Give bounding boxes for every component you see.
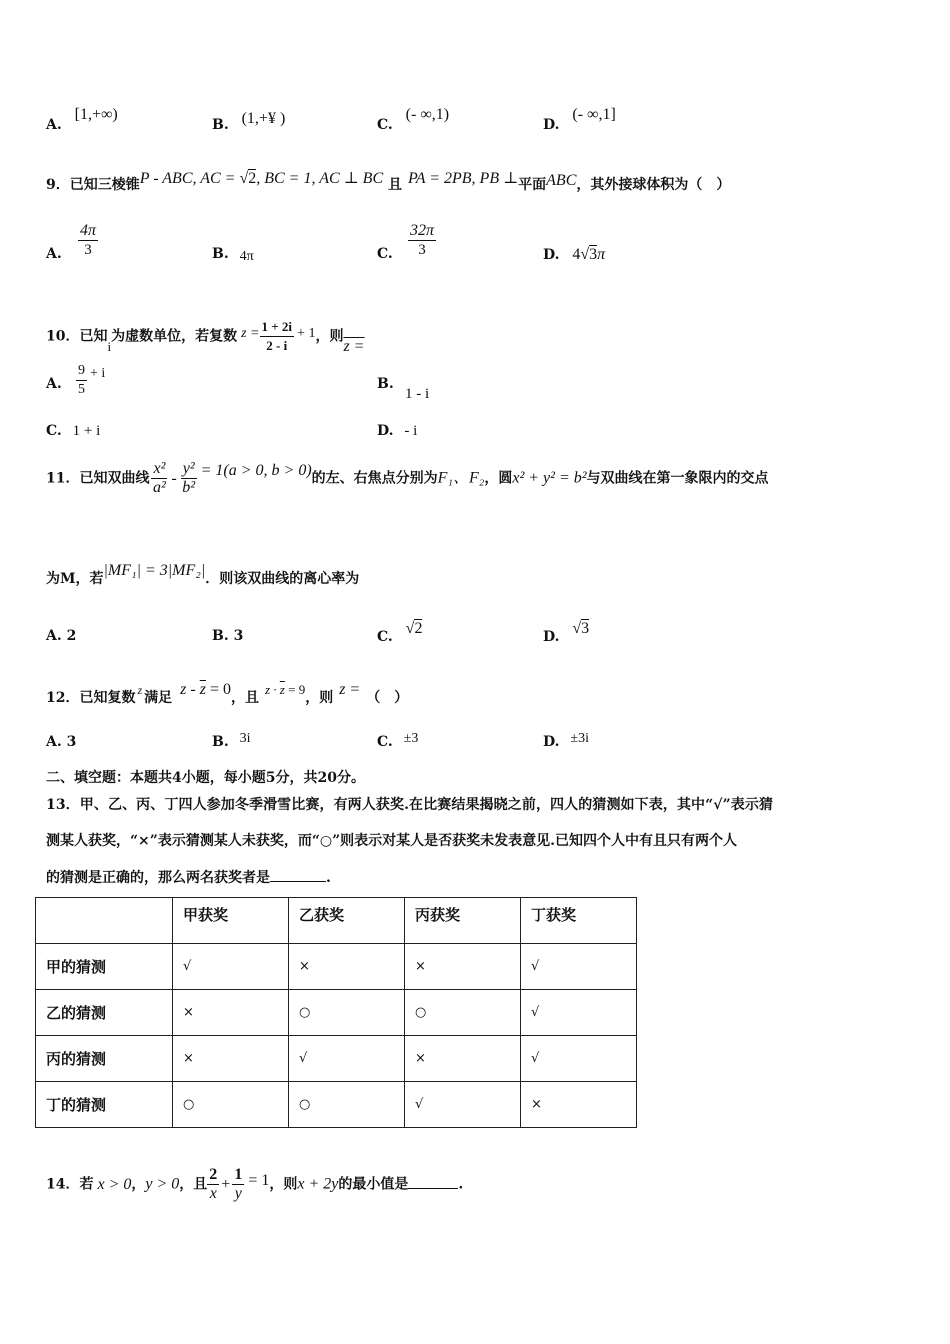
q14-math-4: x + 2y: [297, 1175, 339, 1193]
q14-math-3: = 1: [248, 1171, 270, 1189]
table-row-header: 丙的猜测: [36, 1036, 173, 1082]
q11-text-5: 为M，若: [46, 571, 104, 587]
q12-option-c-label: C.: [377, 734, 393, 750]
q10-option-a-value: [76, 362, 105, 399]
table-row: [36, 1036, 637, 1082]
q13-line-2: 测某人获奖，“×”表示猜测某人未获奖，而“○”则表示对某人是否获奖未发表意见.已知四个人中有且只有两个人: [46, 833, 738, 849]
q9-option-c-numerator: 32π: [410, 222, 435, 239]
table-header-cell: 甲获奖: [173, 898, 289, 944]
q14-text-1: 若: [79, 1176, 94, 1193]
q12-math-3b: $\overline{z}$: [279, 682, 285, 697]
q8-option-d: [543, 106, 616, 134]
table-row-header: 丁的猜测: [36, 1082, 173, 1128]
q13-guess-table: [35, 897, 637, 1128]
q9-math-2: , AC =: [192, 170, 240, 187]
q11-fraction-1-numerator: x²: [153, 460, 166, 477]
q9-option-c-fraction: [408, 222, 436, 259]
table-row-header: 乙的猜测: [36, 990, 173, 1036]
q10-option-d: [377, 423, 417, 440]
table-header-cell: [36, 898, 173, 944]
table-row: [36, 1082, 637, 1128]
q14-fraction-2-numerator: 1: [234, 1166, 243, 1183]
table-cell: ×: [405, 944, 521, 990]
question-12-stem: [46, 681, 409, 707]
q13-line-3-text: 的猜测是正确的，那么两名获奖者是: [46, 870, 270, 886]
table-cell: √: [521, 1036, 637, 1082]
q12-option-d-value: ±3i: [570, 731, 589, 746]
q12-number: 12．: [46, 690, 80, 706]
q11-fraction-2-denominator: b²: [182, 479, 196, 496]
q12-option-a-label: A.: [46, 734, 62, 750]
q11-text-4: 与双曲线在第一象限内的交点: [586, 470, 769, 487]
q11-option-c: [377, 620, 423, 646]
q11-minus: -: [171, 469, 177, 487]
q9-math-3: 2: [248, 170, 257, 187]
q11-option-a: [46, 628, 76, 644]
q11-fraction-2-numerator: y²: [182, 460, 195, 477]
table-row: [36, 990, 637, 1036]
q9-sqrt-sign: √: [239, 170, 249, 187]
q9-option-a-denominator: 3: [84, 242, 92, 258]
q8-option-a: [46, 106, 118, 134]
q10-option-c-label: C.: [46, 423, 62, 439]
q11-option-c-label: C.: [377, 629, 393, 645]
q11-text-2: 的左、右焦点分别为: [311, 470, 438, 487]
question-11-stem-line-2: [46, 562, 360, 588]
q8-option-b-label: B.: [212, 117, 229, 133]
question-9-stem: [46, 170, 731, 194]
q9-text-4: ，其外接球体积为（ ）: [576, 177, 731, 193]
q9-math-1: P - ABC: [139, 170, 193, 187]
q9-math-5: PA = 2PB, PB ⊥: [408, 170, 519, 187]
q11-number: 11．: [46, 470, 80, 487]
q9-option-d: [543, 246, 605, 264]
question-11-stem: [46, 460, 769, 497]
q10-text-3: ，则: [315, 328, 344, 345]
q13-line-1: 13．甲、乙、丙、丁四人参加冬季滑雪比赛，有两人获奖.在比赛结果揭晓之前，四人的猜测如下表，其中“√”表示猜: [46, 797, 774, 813]
q12-math-4: z =: [339, 681, 361, 698]
q10-option-a-numerator: 9: [76, 362, 87, 381]
q8-option-a-label: A.: [46, 117, 62, 133]
q11-option-d-sqrt-sign: √: [572, 620, 582, 637]
q11-text-6: ．则该双曲线的离心率为: [205, 571, 360, 587]
q14-fraction-1-denominator: x: [209, 1185, 217, 1202]
q10-option-a-denominator: 5: [78, 382, 85, 397]
q10-option-b-label: B.: [377, 376, 394, 392]
q11-option-d-label: D.: [543, 629, 560, 645]
q8-option-a-value: [1,+∞): [74, 106, 118, 123]
q11-option-d: [543, 620, 590, 646]
q9-option-d-label: D.: [543, 247, 560, 263]
q11-math-4: |MF₁| = 3|MF₂|: [103, 562, 206, 579]
q12-text-5: （ ）: [366, 690, 409, 706]
q11-text-1: 已知双曲线: [79, 470, 150, 487]
q12-math-3: [265, 683, 305, 698]
table-cell: ○: [173, 1082, 289, 1128]
q12-option-a-value: 3: [66, 734, 77, 750]
q10-option-d-label: D.: [377, 423, 394, 439]
table-cell: √: [405, 1082, 521, 1128]
q11-fraction-1-denominator: a²: [153, 479, 166, 496]
q14-answer-blank[interactable]: [408, 1188, 458, 1189]
q10-fraction-denominator: 2 - i: [266, 338, 288, 353]
table-row: [36, 944, 637, 990]
q12-text-4: ，则: [305, 690, 334, 706]
table-row-header: 甲的猜测: [36, 944, 173, 990]
q10-number: 10．: [46, 328, 80, 345]
q8-option-c: [377, 106, 450, 134]
q12-option-a: [46, 734, 76, 750]
q12-option-b-value: 3i: [239, 731, 251, 746]
q12-option-d: [543, 731, 589, 751]
q9-math-6: ABC: [546, 172, 577, 189]
table-cell: ×: [173, 990, 289, 1036]
q10-option-c-value: 1 + i: [72, 423, 101, 439]
q14-fraction-2-denominator: y: [234, 1185, 242, 1202]
q12-text-2: 满足: [144, 690, 173, 706]
q8-option-c-value: (- ∞,1): [405, 106, 450, 123]
table-cell: √: [289, 1036, 405, 1082]
q14-fraction-1-numerator: 2: [209, 1166, 218, 1183]
q11-math-3: x² + y² = b²: [512, 469, 587, 487]
q10-text-1: 已知: [79, 328, 108, 345]
q9-text-1: 已知三棱锥: [69, 177, 140, 193]
q10-math-3: + 1: [297, 325, 316, 341]
q14-math-1: x > 0: [97, 1175, 132, 1193]
q9-option-d-sqrt-sign: √: [580, 246, 590, 263]
q8-option-b: [212, 110, 286, 134]
q9-option-d-pre: 4: [572, 246, 581, 263]
q12-text-3: ，且: [230, 690, 259, 706]
q9-text-2: 且: [388, 177, 402, 193]
table-cell: ○: [289, 990, 405, 1036]
q11-option-b: [212, 628, 243, 644]
q11-text-3: ，圆: [484, 470, 513, 487]
q12-math-2c: = 0: [205, 681, 231, 698]
q12-math-3a: z ·: [264, 682, 280, 697]
q13-answer-blank[interactable]: [270, 881, 326, 882]
q11-option-a-value: 2: [66, 628, 77, 644]
q11-option-c-radicand: 2: [414, 620, 423, 637]
q9-text-3: 平面: [518, 177, 547, 193]
q12-text-1: 已知复数: [79, 690, 136, 706]
q14-comma-1: ，: [131, 1176, 146, 1193]
q12-math-2: [180, 682, 231, 698]
q12-math-1: z: [137, 683, 143, 697]
q14-number: 14．: [46, 1176, 80, 1193]
table-cell: ○: [405, 990, 521, 1036]
section-2-heading: 二、填空题：本题共4小题，每小题5分，共20分。: [46, 770, 365, 786]
q8-option-c-label: C.: [377, 117, 393, 133]
q10-option-c: [46, 423, 100, 440]
q12-option-b: [212, 731, 251, 751]
q9-option-b-value: 4π: [239, 249, 254, 264]
table-cell: ×: [289, 944, 405, 990]
question-14-stem: [46, 1166, 463, 1203]
q9-option-d-radicand: 3: [589, 246, 598, 263]
q12-option-c-value: ±3: [403, 731, 419, 746]
q9-number: 9．: [46, 177, 70, 193]
q14-math-2: y > 0: [145, 1175, 180, 1193]
q12-math-3c: = 9: [284, 682, 306, 697]
q10-option-b-value: 1 - i: [405, 386, 430, 402]
table-header-row: [36, 898, 637, 944]
q10-option-a-post: + i: [90, 365, 106, 381]
q11-math-1: = 1(a > 0, b > 0): [200, 461, 312, 479]
q8-option-b-value: (1,+¥ ): [241, 110, 286, 127]
table-header-cell: 乙获奖: [289, 898, 405, 944]
q14-end: .: [458, 1176, 464, 1193]
table-cell: ○: [289, 1082, 405, 1128]
q12-option-b-label: B.: [212, 734, 229, 750]
q10-math-2: z =: [241, 325, 260, 341]
q14-plus: +: [221, 1175, 231, 1193]
question-10-stem: [46, 318, 364, 355]
table-cell: ×: [405, 1036, 521, 1082]
table-cell: √: [521, 944, 637, 990]
q10-text-2: 为虚数单位，若复数: [111, 328, 238, 345]
q14-text-3: ，则: [269, 1176, 298, 1193]
q11-option-d-radicand: 3: [581, 620, 590, 637]
q12-math-2b: $\overline{z}$: [199, 681, 206, 698]
q9-option-c-denominator: 3: [418, 242, 426, 258]
q9-option-b-label: B.: [212, 246, 229, 262]
q13-line-3-end: .: [326, 870, 331, 886]
q10-option-d-value: - i: [404, 423, 418, 439]
q9-option-a-fraction: [78, 222, 98, 259]
table-cell: ×: [173, 1036, 289, 1082]
q10-option-a-label: A.: [46, 376, 62, 392]
q11-option-a-label: A.: [46, 628, 62, 644]
q9-option-a-numerator: 4π: [80, 222, 97, 239]
q12-math-2a: z -: [180, 681, 200, 698]
q9-option-b: [212, 246, 254, 263]
q10-math-1: i: [107, 338, 112, 354]
q8-option-d-label: D.: [543, 117, 560, 133]
table-header-cell: 丙获奖: [405, 898, 521, 944]
q9-option-c-label: C.: [377, 246, 393, 262]
table-header-cell: 丁获奖: [521, 898, 637, 944]
q9-option-d-post: π: [597, 246, 606, 263]
table-cell: ×: [521, 1082, 637, 1128]
q14-text-2: ，且: [179, 1176, 208, 1193]
q8-option-d-value: (- ∞,1]: [572, 106, 616, 123]
q11-option-b-value: 3: [233, 628, 244, 644]
q9-option-a-label: A.: [46, 246, 62, 262]
q11-option-c-sqrt-sign: √: [405, 620, 415, 637]
q12-option-c: [377, 731, 419, 751]
q10-math-4: z =: [343, 337, 365, 355]
table-cell: √: [173, 944, 289, 990]
q14-text-4: 的最小值是: [338, 1176, 409, 1193]
q12-option-d-label: D.: [543, 734, 560, 750]
q13-line-3: [46, 867, 331, 887]
q11-option-b-label: B.: [212, 628, 229, 644]
table-cell: √: [521, 990, 637, 1036]
q10-fraction-numerator: 1 + 2i: [260, 318, 295, 337]
q11-math-2: F₁、F₂: [437, 469, 485, 487]
q9-math-4: , BC = 1, AC ⊥ BC: [256, 170, 384, 187]
